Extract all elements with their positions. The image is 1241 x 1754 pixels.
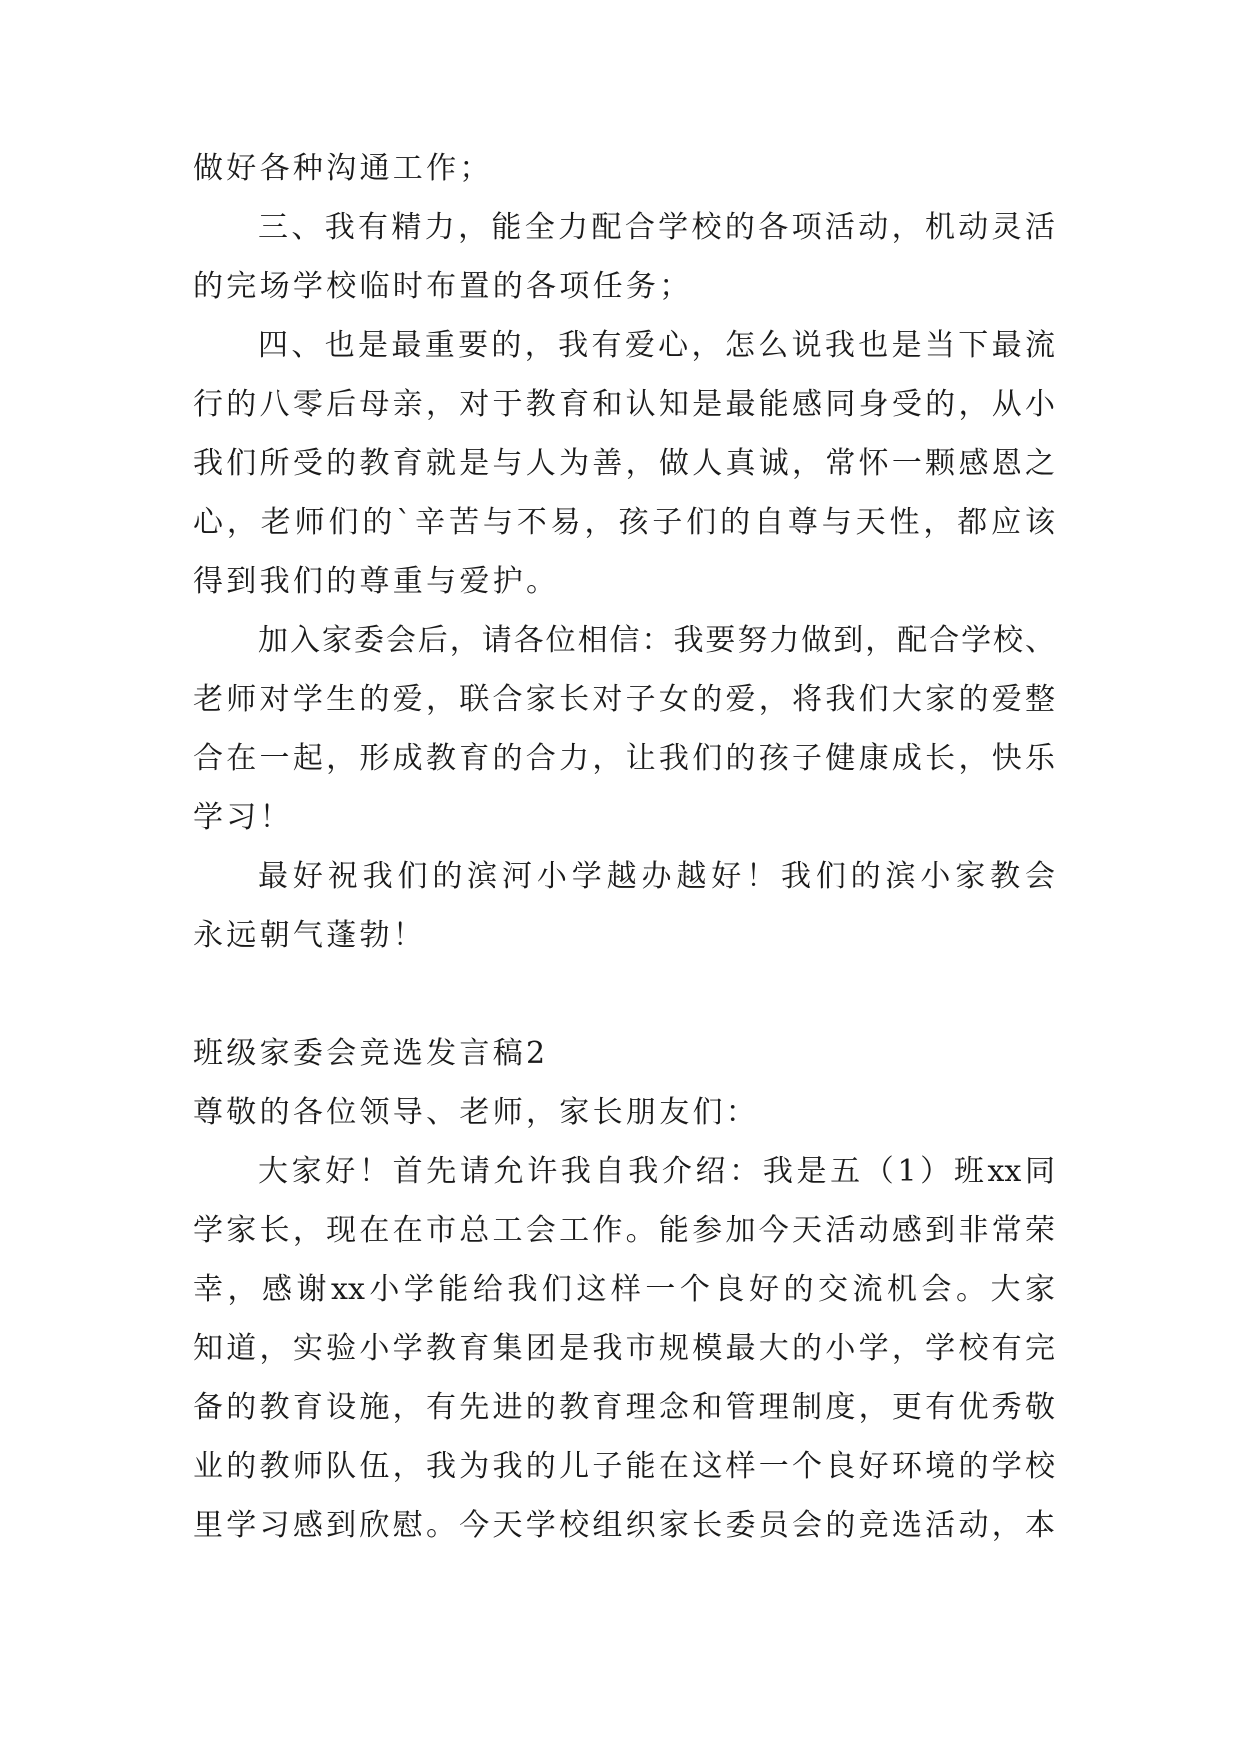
paragraph-line: 合在一起，形成教育的合力，让我们的孩子健康成长，快乐 [193,741,1055,776]
paragraph-line: 的完场学校临时布置的各项任务； [193,269,693,304]
paragraph-line: 加入家委会后，请各位相信：我要努力做到，配合学校、 [258,623,1055,658]
paragraph-line: 永远朝气蓬勃！ [193,918,427,953]
paragraph-line: 做好各种沟通工作； [193,151,493,186]
paragraph-line: 学家长，现在在市总工会工作。能参加今天活动感到非常荣 [193,1213,1055,1248]
paragraph-line: 大家好！首先请允许我自我介绍：我是五（1）班xx同 [258,1154,1055,1189]
paragraph-line: 幸，感谢xx小学能给我们这样一个良好的交流机会。大家 [193,1272,1055,1307]
paragraph-line: 备的教育设施，有先进的教育理念和管理制度，更有优秀敬 [193,1390,1055,1425]
salutation: 尊敬的各位领导、老师，家长朋友们： [193,1095,760,1130]
paragraph-line: 最好祝我们的滨河小学越办越好！我们的滨小家教会 [258,859,1055,894]
paragraph-line: 得到我们的尊重与爱护。 [193,564,560,599]
paragraph-line: 老师对学生的爱，联合家长对子女的爱，将我们大家的爱整 [193,682,1055,717]
paragraph-line: 学习！ [193,800,293,835]
section-title: 班级家委会竞选发言稿2 [193,1036,549,1071]
paragraph-line: 里学习感到欣慰。今天学校组织家长委员会的竞选活动，本 [193,1508,1055,1543]
paragraph-line: 知道，实验小学教育集团是我市规模最大的小学，学校有完 [193,1331,1055,1366]
paragraph-line: 业的教师队伍，我为我的儿子能在这样一个良好环境的学校 [193,1449,1055,1484]
paragraph-line: 心，老师们的`辛苦与不易，孩子们的自尊与天性，都应该 [193,505,1055,540]
paragraph-line: 四、也是最重要的，我有爱心，怎么说我也是当下最流 [258,328,1055,363]
paragraph-line: 行的八零后母亲，对于教育和认知是最能感同身受的，从小 [193,387,1055,422]
paragraph-line: 我们所受的教育就是与人为善，做人真诚，常怀一颗感恩之 [193,446,1055,481]
paragraph-line: 三、我有精力，能全力配合学校的各项活动，机动灵活 [258,210,1055,245]
